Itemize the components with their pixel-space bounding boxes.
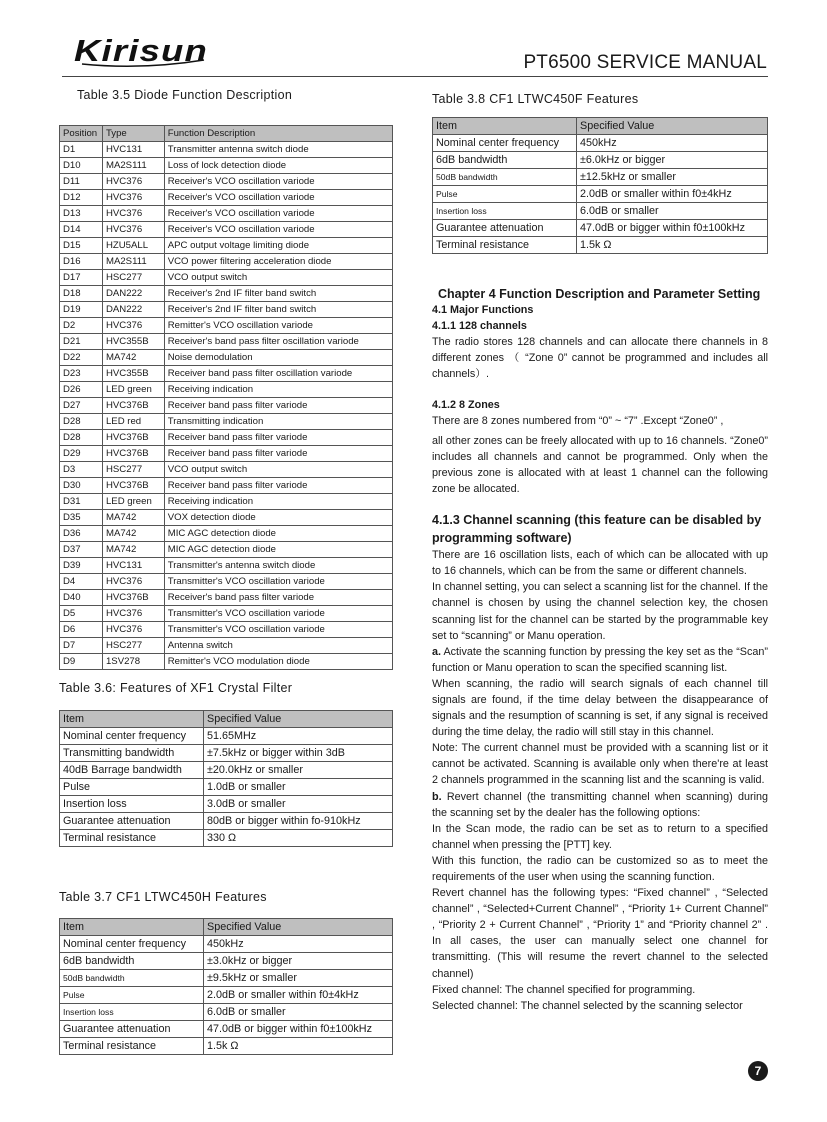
table-cell: Guarantee attenuation xyxy=(433,220,577,237)
table-cell: Receiver band pass filter variode xyxy=(164,430,392,446)
table-cell: Remitter's VCO modulation diode xyxy=(164,654,392,670)
table-cell: Receiver's VCO oscillation variode xyxy=(164,222,392,238)
table-row xyxy=(433,135,768,152)
table-cell: 50dB bandwidth xyxy=(433,169,577,186)
header-divider xyxy=(62,76,768,77)
item-b-text: Revert channel (the transmitting channel when scanning) during the scanning set by the dealer has the following options: xyxy=(432,790,768,819)
table-row xyxy=(60,158,393,174)
diode-function-table xyxy=(59,125,393,670)
table-cell: Receiver's VCO oscillation variode xyxy=(164,174,392,190)
table-row xyxy=(60,334,393,350)
table-cell: HVC376 xyxy=(102,574,164,590)
table-cell: D2 xyxy=(60,318,103,334)
table-row xyxy=(60,302,393,318)
table-row xyxy=(60,953,393,970)
table-row xyxy=(60,414,393,430)
table-cell: HVC376 xyxy=(102,222,164,238)
table-cell: MA2S111 xyxy=(102,158,164,174)
table-cell: 330 Ω xyxy=(204,830,393,847)
table-row xyxy=(60,654,393,670)
table-cell: Insertion loss xyxy=(433,203,577,220)
table-cell: D1 xyxy=(60,142,103,158)
table-cell: HVC131 xyxy=(102,558,164,574)
table-cell: LED green xyxy=(102,494,164,510)
table-cell: Receiver band pass filter variode xyxy=(164,446,392,462)
table-row xyxy=(60,238,393,254)
table-row xyxy=(60,526,393,542)
table-cell: Receiver's VCO oscillation variode xyxy=(164,190,392,206)
table-cell: Receiver's band pass filter variode xyxy=(164,590,392,606)
table-cell: 47.0dB or bigger within f0±100kHz xyxy=(204,1021,393,1038)
table-cell: 3.0dB or smaller xyxy=(204,796,393,813)
table-cell: D15 xyxy=(60,238,103,254)
item-a-label: a. xyxy=(432,645,442,658)
table-row xyxy=(60,606,393,622)
table-row xyxy=(60,1021,393,1038)
table-cell: 450kHz xyxy=(204,936,393,953)
table-cell: 6dB bandwidth xyxy=(433,152,577,169)
table-cell: Insertion loss xyxy=(60,796,204,813)
table-cell: D5 xyxy=(60,606,103,622)
table-cell: 40dB Barrage bandwidth xyxy=(60,762,204,779)
table-cell: Terminal resistance xyxy=(60,830,204,847)
table-cell: HVC131 xyxy=(102,142,164,158)
table-cell: D27 xyxy=(60,398,103,414)
table-row xyxy=(60,970,393,987)
table-cell: D30 xyxy=(60,478,103,494)
column-header-value: Specified Value xyxy=(204,919,393,936)
table-cell: Receiving indication xyxy=(164,382,392,398)
table-cell: D31 xyxy=(60,494,103,510)
table-cell: D9 xyxy=(60,654,103,670)
table-cell: Antenna switch xyxy=(164,638,392,654)
table-row xyxy=(60,222,393,238)
table-cell: HVC376 xyxy=(102,206,164,222)
table-row xyxy=(60,270,393,286)
table-cell: ±3.0kHz or bigger xyxy=(204,953,393,970)
table-cell: 1.5k Ω xyxy=(204,1038,393,1055)
table-cell: MIC AGC detection diode xyxy=(164,542,392,558)
table-cell: DAN222 xyxy=(102,302,164,318)
table-cell: 47.0dB or bigger within f0±100kHz xyxy=(577,220,768,237)
table-cell: D4 xyxy=(60,574,103,590)
table-row xyxy=(60,762,393,779)
table-cell: D22 xyxy=(60,350,103,366)
table-cell: HVC376 xyxy=(102,174,164,190)
table-cell: Nominal center frequency xyxy=(60,728,204,745)
table-row xyxy=(433,152,768,169)
table-cell: D7 xyxy=(60,638,103,654)
table35-caption: Table 3.5 Diode Function Description xyxy=(77,88,293,102)
table-row xyxy=(60,830,393,847)
table-row xyxy=(60,174,393,190)
table-cell: HVC355B xyxy=(102,366,164,382)
table-row xyxy=(60,590,393,606)
table-cell: ±6.0kHz or bigger xyxy=(577,152,768,169)
paragraph-with-function: With this function, the radio can be customized so as to meet the requirements of the user when using the scanning function. xyxy=(432,854,768,883)
table-row xyxy=(60,574,393,590)
table-row xyxy=(60,366,393,382)
table-cell: D3 xyxy=(60,462,103,478)
table-cell: Pulse xyxy=(60,987,204,1004)
table-row xyxy=(60,510,393,526)
chapter-title: Chapter 4 Function Description and Parameter Setting xyxy=(438,287,761,301)
table-row xyxy=(60,622,393,638)
page-number: 7 xyxy=(748,1061,768,1081)
table-row xyxy=(60,286,393,302)
table-cell: Remitter's VCO oscillation variode xyxy=(164,318,392,334)
table-row xyxy=(433,186,768,203)
table-row xyxy=(60,142,393,158)
table-cell: Insertion loss xyxy=(60,1004,204,1021)
table-cell: D21 xyxy=(60,334,103,350)
item-a-text: Activate the scanning function by pressing the key set as the “Scan” function or Manu operation to scan the specified scanning list. xyxy=(432,645,768,674)
table-cell: HVC376 xyxy=(102,606,164,622)
table-cell: MIC AGC detection diode xyxy=(164,526,392,542)
table-cell: 1.5k Ω xyxy=(577,237,768,254)
table-cell: ±7.5kHz or bigger within 3dB xyxy=(204,745,393,762)
table38-caption: Table 3.8 CF1 LTWC450F Features xyxy=(432,92,639,106)
table-cell: Receiver's VCO oscillation variode xyxy=(164,206,392,222)
table-cell: 1.0dB or smaller xyxy=(204,779,393,796)
chapter4-section xyxy=(432,286,768,1014)
table-cell: D19 xyxy=(60,302,103,318)
table-cell: Pulse xyxy=(433,186,577,203)
table-cell: HVC355B xyxy=(102,334,164,350)
table-cell: D28 xyxy=(60,414,103,430)
table-cell: D18 xyxy=(60,286,103,302)
table-row xyxy=(60,430,393,446)
column-header: Position xyxy=(60,126,103,142)
table-cell: Receiver band pass filter variode xyxy=(164,398,392,414)
table-row xyxy=(60,638,393,654)
table-cell: Receiver band pass filter oscillation variode xyxy=(164,366,392,382)
table-cell: Nominal center frequency xyxy=(60,936,204,953)
table-cell: MA742 xyxy=(102,526,164,542)
kirisun-logo xyxy=(72,30,212,70)
column-header-value: Specified Value xyxy=(204,711,393,728)
column-header-item: Item xyxy=(60,919,204,936)
table-row xyxy=(60,382,393,398)
table-row xyxy=(433,220,768,237)
table-cell: 6.0dB or smaller xyxy=(204,1004,393,1021)
xf1-crystal-filter-table xyxy=(59,710,393,847)
table-row xyxy=(60,1038,393,1055)
paragraph-revert-types: Revert channel has the following types: “Fixed channel” , “Selected channel” , “Selected+Current Channel” , “Priority 1+ Current Channel” , “Priority 2 + Current Channel” , “Priority 1” and “Priority channel 2” . In all cases, the user can manually select one channel for transmitting. (This will resume the revert channel to the selected channel) xyxy=(432,887,768,980)
table-row xyxy=(60,779,393,796)
table-cell: D11 xyxy=(60,174,103,190)
paragraph-scan-lists: There are 16 oscillation lists, each of which can be allocated with up to 16 channels, which can be from the same or different channels. xyxy=(432,549,768,578)
table-cell: Receiver's 2nd IF filter band switch xyxy=(164,286,392,302)
table-cell: Transmitter's VCO oscillation variode xyxy=(164,574,392,590)
table-cell: Noise demodulation xyxy=(164,350,392,366)
table-cell: Transmitter's VCO oscillation variode xyxy=(164,622,392,638)
column-header-item: Item xyxy=(433,118,577,135)
table-cell: LED green xyxy=(102,382,164,398)
table-cell: HVC376B xyxy=(102,446,164,462)
table-cell: D6 xyxy=(60,622,103,638)
paragraph-note: Note: The current channel must be provided with a scanning list or it cannot be activated. Scanning is available only when there're at least 2 channels programmed in the scanning list and the scanning is valid. xyxy=(432,742,768,787)
table-cell: 51.65MHz xyxy=(204,728,393,745)
paragraph-zones-intro: There are 8 zones numbered from “0” ~ “7” .Except “Zone0” , xyxy=(432,414,724,427)
table-cell: Receiver's band pass filter oscillation variode xyxy=(164,334,392,350)
table-cell: Loss of lock detection diode xyxy=(164,158,392,174)
table-row xyxy=(60,206,393,222)
table-cell: Terminal resistance xyxy=(60,1038,204,1055)
table-cell: VCO output switch xyxy=(164,462,392,478)
table-cell: 1SV278 xyxy=(102,654,164,670)
table-cell: 50dB bandwidth xyxy=(60,970,204,987)
table-cell: HSC277 xyxy=(102,638,164,654)
table-row xyxy=(60,318,393,334)
table-cell: Pulse xyxy=(60,779,204,796)
table-cell: LED red xyxy=(102,414,164,430)
table-cell: Guarantee attenuation xyxy=(60,813,204,830)
table-cell: D26 xyxy=(60,382,103,398)
section-heading-4-1-2: 4.1.2 8 Zones xyxy=(432,398,500,411)
column-header-value: Specified Value xyxy=(577,118,768,135)
table-cell: HVC376 xyxy=(102,190,164,206)
table-cell: HVC376B xyxy=(102,430,164,446)
table-cell: HVC376B xyxy=(102,478,164,494)
table-row xyxy=(60,745,393,762)
table-cell: D40 xyxy=(60,590,103,606)
table-cell: D17 xyxy=(60,270,103,286)
section-heading-4-1-3: 4.1.3 Channel scanning (this feature can be disabled by programming software) xyxy=(432,513,762,546)
table-row xyxy=(60,446,393,462)
table-cell: ±9.5kHz or smaller xyxy=(204,970,393,987)
table-cell: Terminal resistance xyxy=(433,237,577,254)
table-row xyxy=(60,558,393,574)
paragraph-when-scanning: When scanning, the radio will search signals of each channel till signals are found, if the time delay between the disappearance of signals and the resumption of scanning is set, if any signal is received during the time delay, the radio will still stay in this channel. xyxy=(432,677,768,739)
table-row xyxy=(60,398,393,414)
table-row xyxy=(60,813,393,830)
table-cell: HZU5ALL xyxy=(102,238,164,254)
table-cell: D14 xyxy=(60,222,103,238)
table-cell: Nominal center frequency xyxy=(433,135,577,152)
table-cell: HSC277 xyxy=(102,270,164,286)
table-cell: D35 xyxy=(60,510,103,526)
table-cell: Receiver's 2nd IF filter band switch xyxy=(164,302,392,318)
table-cell: Transmitter antenna switch diode xyxy=(164,142,392,158)
table-row xyxy=(60,350,393,366)
table-cell: HVC376B xyxy=(102,590,164,606)
table-cell: ±12.5kHz or smaller xyxy=(577,169,768,186)
table-cell: D37 xyxy=(60,542,103,558)
paragraph-scan-mode: In the Scan mode, the radio can be set as to return to a specified channel when pressing the [PTT] key. xyxy=(432,822,768,851)
table-row xyxy=(433,237,768,254)
table-cell: D28 xyxy=(60,430,103,446)
table-row xyxy=(60,936,393,953)
column-header: Type xyxy=(102,126,164,142)
table37-caption: Table 3.7 CF1 LTWC450H Features xyxy=(59,890,267,904)
paragraph-128-channels: The radio stores 128 channels and can allocate there channels in 8 different zones （ “Zone 0” cannot be programmed and includes all channels）. xyxy=(432,336,768,381)
cf1-ltwc450h-table xyxy=(59,918,393,1055)
table-cell: Transmitter's VCO oscillation variode xyxy=(164,606,392,622)
svg-text:Kirisun: Kirisun xyxy=(74,33,208,68)
paragraph-selected-channel: Selected channel: The channel selected by the scanning selector xyxy=(432,999,743,1012)
table-row xyxy=(433,169,768,186)
paragraph-item-a xyxy=(432,644,768,676)
table-cell: HVC376B xyxy=(102,398,164,414)
table-cell: Transmitting indication xyxy=(164,414,392,430)
paragraph-channel-setting: In channel setting, you can select a scanning list for the channel. If the channel is chosen by using the channel selection key, the chosen scanning list for the channel can be started by the programmable key set to “scanning” or Manu operation. xyxy=(432,581,768,642)
section-heading-4-1-1: 4.1.1 128 channels xyxy=(432,320,527,333)
table-row xyxy=(60,462,393,478)
paragraph-item-b xyxy=(432,789,768,821)
table-cell: VCO output switch xyxy=(164,270,392,286)
paragraph-fixed-channel: Fixed channel: The channel specified for programming. xyxy=(432,983,696,996)
table-cell: 2.0dB or smaller within f0±4kHz xyxy=(577,186,768,203)
table-cell: 6.0dB or smaller xyxy=(577,203,768,220)
table-cell: 80dB or bigger within fo-910kHz xyxy=(204,813,393,830)
column-header: Function Description xyxy=(164,126,392,142)
table-cell: Transmitting bandwidth xyxy=(60,745,204,762)
table-row xyxy=(60,1004,393,1021)
table-cell: MA742 xyxy=(102,510,164,526)
table-cell: HSC277 xyxy=(102,462,164,478)
table-row xyxy=(60,494,393,510)
table-cell: D36 xyxy=(60,526,103,542)
paragraph-zones-detail: all other zones can be freely allocated with up to 16 channels. “Zone0” includes all channels and cannot be programmed. Only when the previous zone is allocated with at least 1 channel can the following zone be allocated. xyxy=(432,434,768,496)
table-cell: Guarantee attenuation xyxy=(60,1021,204,1038)
manual-title: PT6500 SERVICE MANUAL xyxy=(523,52,767,73)
table-cell: MA742 xyxy=(102,350,164,366)
table-cell: ±20.0kHz or smaller xyxy=(204,762,393,779)
table-row xyxy=(60,728,393,745)
table36-caption: Table 3.6: Features of XF1 Crystal Filter xyxy=(59,681,293,695)
table-row xyxy=(60,254,393,270)
table-cell: Receiving indication xyxy=(164,494,392,510)
table-cell: D29 xyxy=(60,446,103,462)
table-cell: D39 xyxy=(60,558,103,574)
table-cell: HVC376 xyxy=(102,318,164,334)
column-header-item: Item xyxy=(60,711,204,728)
table-cell: D16 xyxy=(60,254,103,270)
table-cell: MA742 xyxy=(102,542,164,558)
table-row xyxy=(60,796,393,813)
table-cell: MA2S111 xyxy=(102,254,164,270)
item-b-label: b. xyxy=(432,790,442,803)
table-row xyxy=(433,203,768,220)
table-cell: Receiver band pass filter variode xyxy=(164,478,392,494)
table-cell: VOX detection diode xyxy=(164,510,392,526)
table-cell: 2.0dB or smaller within f0±4kHz xyxy=(204,987,393,1004)
table-cell: D23 xyxy=(60,366,103,382)
table-cell: 450kHz xyxy=(577,135,768,152)
table-cell: DAN222 xyxy=(102,286,164,302)
table-row xyxy=(60,987,393,1004)
table-row xyxy=(60,478,393,494)
table-cell: VCO power filtering acceleration diode xyxy=(164,254,392,270)
table-cell: D13 xyxy=(60,206,103,222)
table-cell: D12 xyxy=(60,190,103,206)
section-heading-4-1: 4.1 Major Functions xyxy=(432,304,534,317)
table-cell: APC output voltage limiting diode xyxy=(164,238,392,254)
table-cell: HVC376 xyxy=(102,622,164,638)
table-row xyxy=(60,190,393,206)
table-cell: 6dB bandwidth xyxy=(60,953,204,970)
cf1-ltwc450f-table xyxy=(432,117,768,254)
table-cell: Transmitter's antenna switch diode xyxy=(164,558,392,574)
table-cell: D10 xyxy=(60,158,103,174)
table-row xyxy=(60,542,393,558)
